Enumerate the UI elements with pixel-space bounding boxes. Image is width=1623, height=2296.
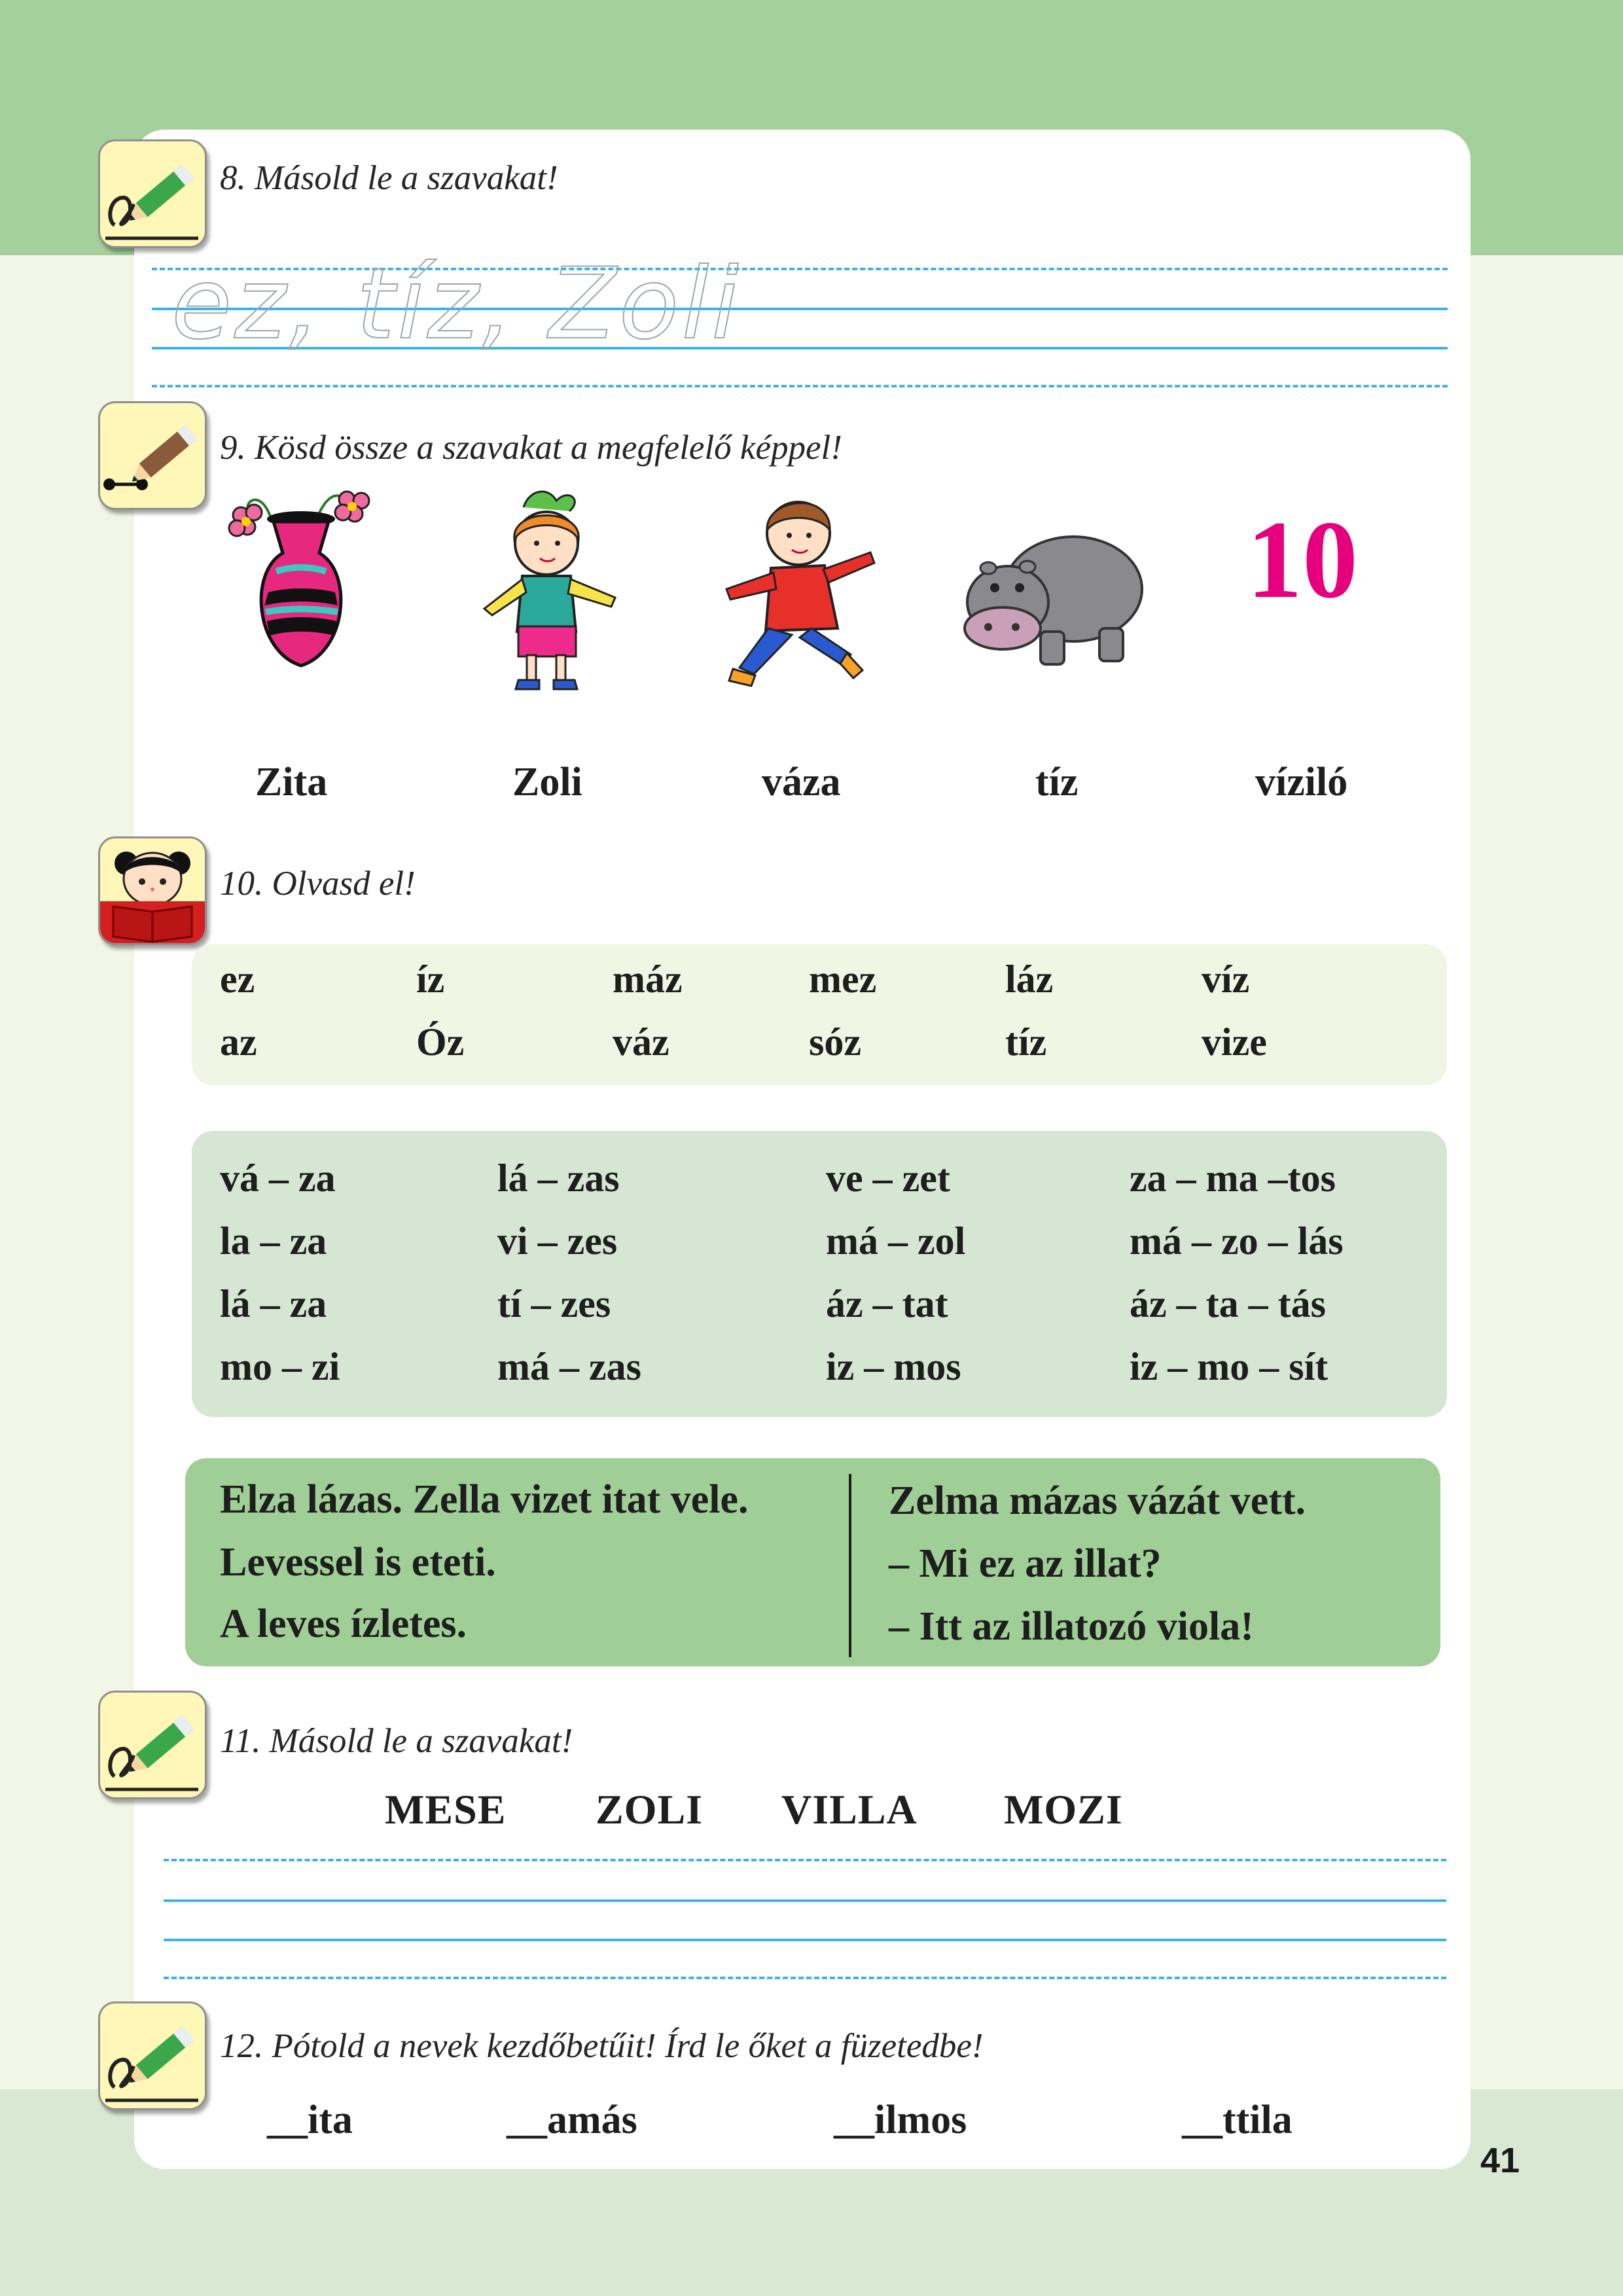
writing-line-dashed	[152, 385, 1448, 387]
syllable-cell: za – ma –tos	[1130, 1157, 1336, 1200]
reading-sentence: A leves ízletes.	[220, 1602, 467, 1646]
word-cell: az	[220, 1020, 257, 1064]
word-cell: tíz	[1005, 1020, 1047, 1064]
pencil-writing-icon	[98, 2001, 207, 2110]
syllable-cell: lá – za	[220, 1282, 327, 1325]
syllable-cell: iz – mos	[826, 1345, 961, 1388]
task-11-title: 11. Másold le a szavakat!	[220, 1722, 573, 1760]
word-label: Zoli	[512, 760, 582, 804]
writing-line-dashed	[164, 1977, 1446, 1979]
boy-picture	[713, 484, 883, 700]
syllable-cell: áz – tat	[826, 1282, 948, 1325]
syllable-cell: ve – zet	[826, 1157, 950, 1200]
missing-letter-word: __amás	[507, 2098, 637, 2142]
word-label: Zita	[255, 760, 328, 804]
pencil-writing-icon	[98, 139, 207, 248]
word-cell: máz	[613, 958, 683, 1001]
girl-picture	[458, 481, 635, 697]
syllable-cell: mo – zi	[220, 1345, 340, 1388]
syllable-cell: lá – zas	[497, 1157, 620, 1200]
missing-letter-word: __ilmos	[834, 2098, 967, 2142]
missing-letter-word: __ita	[267, 2098, 353, 2142]
cursive-model-text: ez, tíz, Zoli	[171, 247, 741, 361]
task-9-title: 9. Kösd össze a szavakat a megfelelő képpel!	[220, 429, 842, 467]
writing-line-solid	[164, 1939, 1446, 1941]
copy-word: ZOLI	[596, 1786, 704, 1833]
writing-line-dashed	[164, 1859, 1446, 1861]
syllable-cell: iz – mo – sít	[1130, 1345, 1329, 1388]
missing-letter-word: __ttila	[1182, 2098, 1293, 2142]
copy-word: MOZI	[1004, 1786, 1123, 1833]
reading-sentence: – Itt az illatozó viola!	[889, 1604, 1254, 1649]
task-10-title: 10. Olvasd el!	[220, 865, 416, 903]
syllable-cell: má – zol	[826, 1219, 966, 1263]
syllable-cell: áz – ta – tás	[1130, 1282, 1326, 1325]
column-divider	[849, 1474, 851, 1657]
number-ten: 10	[1247, 498, 1358, 621]
word-cell: íz	[416, 958, 445, 1001]
task-8-title: 8. Másold le a szavakat!	[220, 159, 558, 197]
reading-sentence: Elza lázas. Zella vizet itat vele.	[220, 1477, 749, 1522]
syllable-cell: vi – zes	[497, 1219, 618, 1263]
word-cell: váz	[613, 1020, 669, 1064]
girl-reading-icon	[98, 836, 207, 945]
syllable-cell: má – zas	[497, 1345, 641, 1388]
copy-word: MESE	[385, 1786, 507, 1833]
word-cell: víz	[1202, 958, 1250, 1001]
pencil-connect-icon	[98, 401, 207, 510]
word-cell: sóz	[809, 1020, 861, 1064]
syllable-cell: vá – za	[220, 1157, 336, 1200]
hippo-picture	[962, 517, 1145, 681]
syllable-cell: la – za	[220, 1219, 327, 1263]
task-12-title: 12. Pótold a nevek kezdőbetűit! Írd le őket a füzetedbe!	[220, 2027, 984, 2065]
reading-sentence: Zelma mázas vázát vett.	[889, 1479, 1306, 1523]
pencil-writing-icon	[98, 1691, 207, 1799]
word-cell: láz	[1005, 958, 1054, 1001]
vase-picture	[223, 481, 380, 677]
word-cell: Óz	[416, 1020, 465, 1064]
syllable-cell: tí – zes	[497, 1282, 611, 1325]
word-label: víziló	[1255, 760, 1348, 804]
word-label: váza	[762, 760, 841, 804]
syllable-cell: má – zo – lás	[1130, 1219, 1344, 1263]
reading-sentence: – Mi ez az illat?	[889, 1541, 1162, 1586]
word-cell: vize	[1202, 1020, 1267, 1064]
reading-sentence: Levessel is eteti.	[220, 1540, 496, 1585]
copy-word: VILLA	[781, 1786, 918, 1833]
writing-line-solid	[164, 1899, 1446, 1902]
word-cell: ez	[220, 958, 255, 1001]
word-label: tíz	[1035, 760, 1079, 804]
page-number: 41	[1480, 2141, 1520, 2180]
word-cell: mez	[809, 958, 877, 1001]
